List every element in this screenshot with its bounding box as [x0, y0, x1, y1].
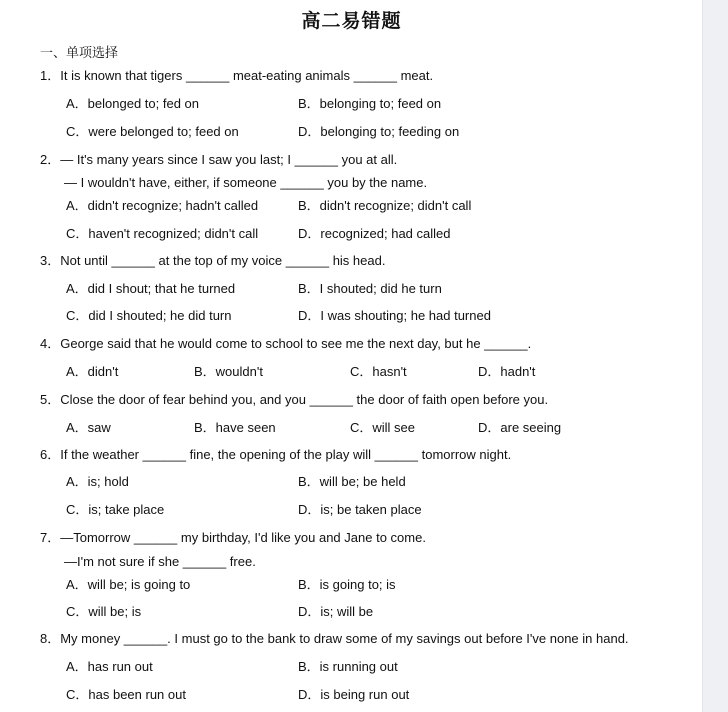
question-3-option-a: A．did I shout; that he turned	[66, 281, 236, 296]
question-8-option-a: A．has run out	[66, 659, 153, 674]
question-8-option-c: C．has been run out	[66, 687, 186, 702]
question-6-option-c: C．is; take place	[66, 502, 165, 517]
question-6-option-d: D．is; be taken place	[298, 502, 422, 517]
question-3-option-b: B．I shouted; did he turn	[298, 281, 442, 296]
question-5-option-b: B．have seen	[194, 420, 276, 435]
question-4-option-d: D．hadn't	[478, 364, 536, 379]
question-3-option-c: C．did I shouted; he did turn	[66, 308, 232, 323]
question-2-option-d: D．recognized; had called	[298, 226, 451, 241]
section-heading: 一、单项选择	[40, 46, 119, 61]
question-2-stem: 2．— It's many years since I saw you last; I ______ you at all.	[40, 152, 398, 167]
question-2-stem-line2: — I wouldn't have, either, if someone ______ you by the name.	[64, 175, 428, 190]
question-2-option-c: C．haven't recognized; didn't call	[66, 226, 259, 241]
viewer-side-gutter	[702, 0, 728, 712]
question-2-option-a: A．didn't recognize; hadn't called	[66, 198, 259, 213]
question-4-option-b: B．wouldn't	[194, 364, 263, 379]
question-1-option-a: A．belonged to; fed on	[66, 96, 199, 111]
page-title: 高二易错题	[301, 10, 402, 32]
question-3-option-d: D．I was shouting; he had turned	[298, 308, 491, 323]
question-4-option-c: C．hasn't	[350, 364, 407, 379]
question-1-option-b: B．belonging to; feed on	[298, 96, 442, 111]
question-8-option-b: B．is running out	[298, 659, 398, 674]
question-7-option-c: C．will be; is	[66, 604, 142, 619]
question-1-stem: 1．It is known that tigers ______ meat-eating animals ______ meat.	[40, 68, 434, 83]
question-7-option-a: A．will be; is going to	[66, 577, 191, 592]
question-4-option-a: A．didn't	[66, 364, 119, 379]
question-7-stem: 7．—Tomorrow ______ my birthday, I'd like you and Jane to come.	[40, 530, 426, 545]
question-8-option-d: D．is being run out	[298, 687, 410, 702]
question-6-option-b: B．will be; be held	[298, 474, 406, 489]
question-5-option-c: C．will see	[350, 420, 416, 435]
question-7-option-d: D．is; will be	[298, 604, 374, 619]
question-5-option-a: A．saw	[66, 420, 111, 435]
question-7-option-b: B．is going to; is	[298, 577, 396, 592]
question-5-option-d: D．are seeing	[478, 420, 562, 435]
question-3-stem: 3．Not until ______ at the top of my voice ______ his head.	[40, 253, 386, 268]
question-1-option-c: C．were belonged to; feed on	[66, 124, 239, 139]
question-7-stem-line2: —I'm not sure if she ______ free.	[64, 554, 256, 569]
question-2-option-b: B．didn't recognize; didn't call	[298, 198, 472, 213]
question-8-stem: 8．My money ______. I must go to the bank to draw some of my savings out before I've none in hand.	[40, 631, 629, 646]
question-1-option-d: D．belonging to; feeding on	[298, 124, 460, 139]
question-5-stem: 5．Close the door of fear behind you, and you ______ the door of faith open before you.	[40, 392, 549, 407]
question-6-option-a: A．is; hold	[66, 474, 129, 489]
question-4-stem: 4．George said that he would come to school to see me the next day, but he ______.	[40, 336, 532, 351]
question-6-stem: 6．If the weather ______ fine, the opening of the play will ______ tomorrow night.	[40, 447, 512, 462]
